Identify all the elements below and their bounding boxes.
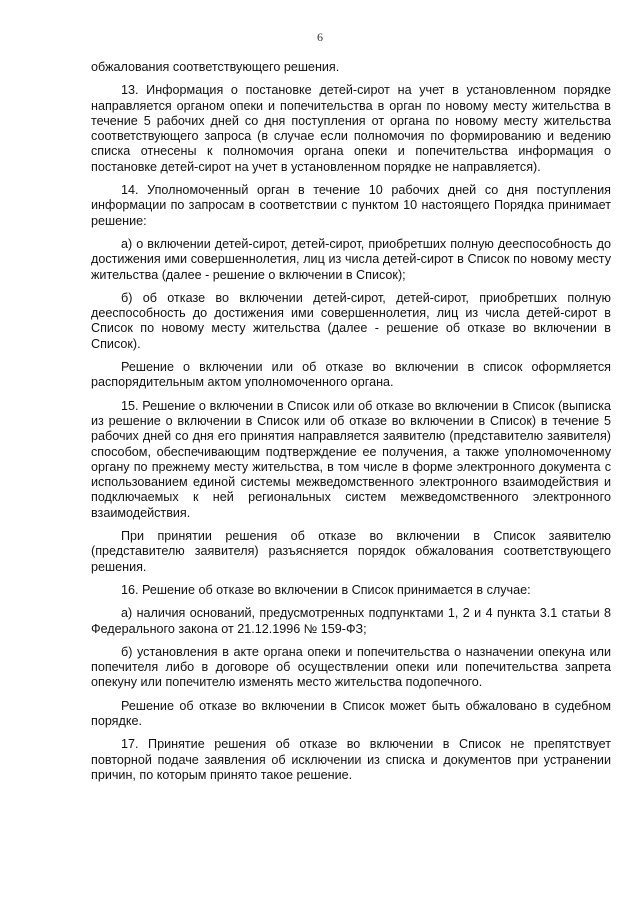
paragraph-item-13: 13. Информация о постановке детей-сирот на учет в установленном порядке направляется органом опеки и попечительства в орган по новому месту жительства в течение 5 рабочих дней со дня поступления от органа по новому месту жительства соответствующего запроса (в случае если полномочия по формированию и ведению списка отнесены к полномочия органа опеки и попечительства информация о постановке детей-сирот на учет в установленном порядке не направляется).: [91, 83, 611, 174]
paragraph-item-14: 14. Уполномоченный орган в течение 10 рабочих дней со дня поступления информации по запросам в соответствии с пунктом 10 настоящего Порядка принимает решение:: [91, 183, 611, 228]
paragraph-decision-form: Решение о включении или об отказе во включении в список оформляется распорядительным актом уполномоченного органа.: [91, 360, 611, 390]
document-body: [91, 60, 611, 791]
page-number: 6: [317, 30, 323, 44]
paragraph-continuation: обжалования соответствующего решения.: [91, 60, 340, 74]
paragraph-item-15: 15. Решение о включении в Список или об отказе во включении в Список (выписка из решение о включении в Список или об отказе во включении в Список) в течение 5 рабочих дней со дня его принятия направляется заявителю (представителю заявителя) способом, обеспечивающим подтверждение ее получения, а также уполномоченному органу по прежнему месту жительства, в том числе в форме электронного документа с использованием единой системы межведомственного электронного взаимодействия и подключаемых к ней региональных систем межведомственного электронного взаимодействия.: [91, 398, 611, 520]
paragraph-item-16-b: б) установления в акте органа опеки и попечительства о назначении опекуна или попечителя либо в договоре об осуществлении опеки или попечительства запрета опекуну или попечителю изменять место жительства подопечного.: [91, 644, 611, 690]
paragraph-item-16-a: а) наличия оснований, предусмотренных подпунктами 1, 2 и 4 пункта 3.1 статьи 8 Федерального закона от 21.12.1996 № 159-ФЗ;: [91, 606, 611, 636]
paragraph-item-17: 17. Принятие решения об отказе во включении в Список не препятствует повторной подаче заявления об исключении из списка и документов при устранении причин, по которым принято такое решение.: [91, 737, 611, 782]
paragraph-item-14-b: б) об отказе во включении детей-сирот, детей-сирот, приобретших полную дееспособность до достижения ими совершеннолетия, лиц из числа детей-сирот в Список по новому месту жительства (далее - решение об отказе во включении в Список).: [91, 290, 611, 351]
paragraph-refusal-explanation: При принятии решения об отказе во включении в Список заявителю (представителю заявителя) разъясняется порядок обжалования соответствующего решения.: [91, 529, 611, 574]
paragraph-item-16: 16. Решение об отказе во включении в Список принимается в случае:: [121, 582, 531, 597]
paragraph-appeal: Решение об отказе во включении в Список может быть обжаловано в судебном порядке.: [91, 698, 611, 728]
paragraph-item-14-a: а) о включении детей-сирот, детей-сирот, приобретших полную дееспособность до достижения ими совершеннолетия, лиц из числа детей-сирот в Список по новому месту жительства (далее - решение о включении в Список);: [91, 236, 611, 282]
